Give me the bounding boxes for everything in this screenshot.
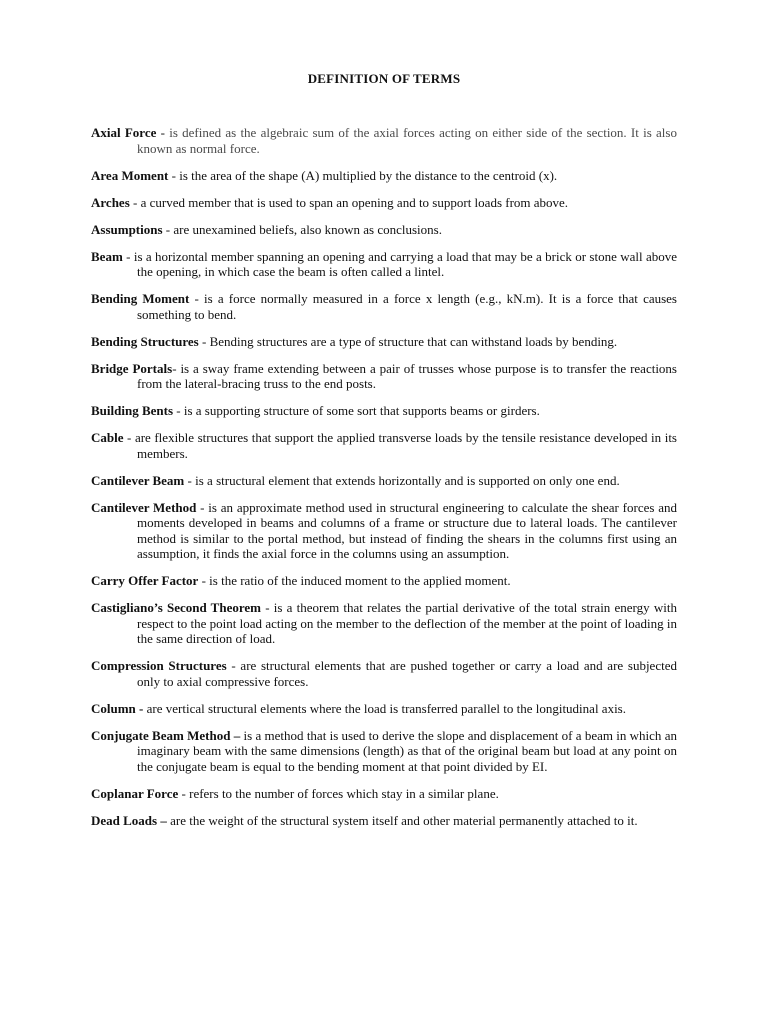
term-name: Beam — [91, 248, 123, 264]
term-separator: - — [189, 291, 205, 306]
term-separator: - — [184, 472, 196, 488]
term-entry — [91, 786, 677, 802]
term-definition: is the ratio of the induced moment to the applied moment. — [209, 573, 511, 588]
terms-list — [91, 125, 677, 840]
term-entry — [91, 600, 677, 647]
term-entry — [91, 701, 677, 717]
term-separator: - — [168, 167, 180, 183]
term-separator: - — [196, 499, 209, 515]
term-entry — [91, 291, 677, 322]
term-entry — [91, 728, 677, 775]
term-definition: are flexible structures that support the applied transverse loads by the tensile resistance developed in its members. — [134, 430, 677, 461]
term-separator: - — [226, 658, 241, 673]
term-separator: - — [198, 333, 210, 349]
term-definition: is a structural element that extends horizontally and is supported on only one end. — [195, 472, 620, 488]
term-definition: is a method that is used to derive the slope and displacement of a beam in which an imaginary beam with the same dimensions (length) as that of the original beam but load at any point on the conjugate beam is equal to the bending moment at that point divided by EI. — [137, 727, 677, 774]
term-entry — [91, 249, 677, 280]
term-definition: is a supporting structure of some sort that supports beams or girders. — [183, 403, 540, 418]
document-title: DEFINITION OF TERMS — [307, 71, 461, 86]
term-definition: are the weight of the structural system itself and other material permanently attached to it. — [170, 812, 638, 828]
term-separator: - — [172, 360, 181, 376]
term-name: Coplanar Force — [91, 785, 179, 801]
term-entry — [91, 573, 677, 589]
term-name: Cable — [91, 430, 124, 445]
term-entry — [91, 430, 677, 461]
term-entry — [91, 473, 677, 489]
term-name: Building Bents — [91, 403, 174, 418]
term-definition: is defined as the algebraic sum of the axial forces acting on either side of the section. It is also known as normal force. — [137, 125, 677, 156]
term-name: Assumptions — [91, 221, 163, 237]
term-entry — [91, 813, 677, 829]
term-entry — [91, 125, 677, 156]
term-separator: - — [260, 600, 274, 615]
term-entry — [91, 658, 677, 689]
term-separator: - — [122, 248, 134, 264]
term-definition: refers to the number of forces which stay in a similar plane. — [189, 785, 499, 801]
term-definition: is a force normally measured in a force x length (e.g., kN.m). It is a force that causes something to bend. — [137, 291, 677, 322]
term-separator: - — [173, 403, 184, 418]
term-name: Carry Offer Factor — [91, 573, 199, 588]
term-entry — [91, 334, 677, 350]
term-name: Area Moment — [91, 167, 169, 183]
term-separator: - — [178, 785, 190, 801]
term-name: Bending Structures — [91, 333, 199, 349]
term-name: Cantilever Method — [91, 499, 197, 515]
term-name: Compression Structures — [91, 658, 227, 673]
term-name: Bridge Portals — [91, 360, 173, 376]
term-name: Arches — [91, 194, 130, 210]
term-definition: are structural elements that are pushed together or carry a load and are subjected only to axial compressive forces. — [137, 658, 677, 689]
term-entry — [91, 500, 677, 562]
term-definition: are unexamined beliefs, also known as conclusions. — [173, 221, 442, 237]
term-definition: are vertical structural elements where the load is transferred parallel to the longitudinal axis. — [146, 700, 626, 716]
term-entry — [91, 195, 677, 211]
term-name: Conjugate Beam Method – — [91, 727, 241, 743]
term-entry — [91, 168, 677, 184]
term-entry — [91, 361, 677, 392]
term-separator: - — [129, 194, 141, 210]
term-entry — [91, 222, 677, 238]
term-definition: is the area of the shape (A) multiplied by the distance to the centroid (x). — [179, 167, 558, 183]
term-separator: - — [123, 430, 135, 445]
term-definition: a curved member that is used to span an opening and to support loads from above. — [140, 194, 569, 210]
term-definition: is a theorem that relates the partial derivative of the total strain energy with respect to the point load acting on the member to the deflection of the member at the point of loading in the same direction of load. — [137, 600, 677, 646]
term-name: Column - — [91, 700, 144, 716]
term-name: Dead Loads – — [91, 812, 167, 828]
term-separator: - — [198, 573, 210, 588]
term-separator: - — [162, 221, 174, 237]
term-name: Castigliano’s Second Theorem — [91, 600, 261, 615]
term-definition: is an approximate method used in structural engineering to calculate the shear forces and moments developed in beams and columns of a frame or structure due to lateral loads. The cantilever method is similar to the portal method, but instead of finding the shears in the columns first using an assumption, it finds the axial force in the columns using an assumption. — [137, 499, 677, 561]
term-name: Cantilever Beam — [91, 472, 185, 488]
term-name: Bending Moment — [91, 291, 190, 306]
term-name: Axial Force — [91, 125, 157, 140]
term-definition: is a sway frame extending between a pair of trusses whose purpose is to transfer the reactions from the lateral-bracing truss to the end posts. — [137, 360, 677, 391]
term-definition: is a horizontal member spanning an opening and carrying a load that may be a brick or stone wall above the opening, in which case the beam is often called a lintel. — [133, 248, 677, 279]
term-separator: - — [156, 125, 170, 140]
term-definition: Bending structures are a type of structure that can withstand loads by bending. — [209, 333, 618, 349]
term-entry — [91, 403, 677, 419]
